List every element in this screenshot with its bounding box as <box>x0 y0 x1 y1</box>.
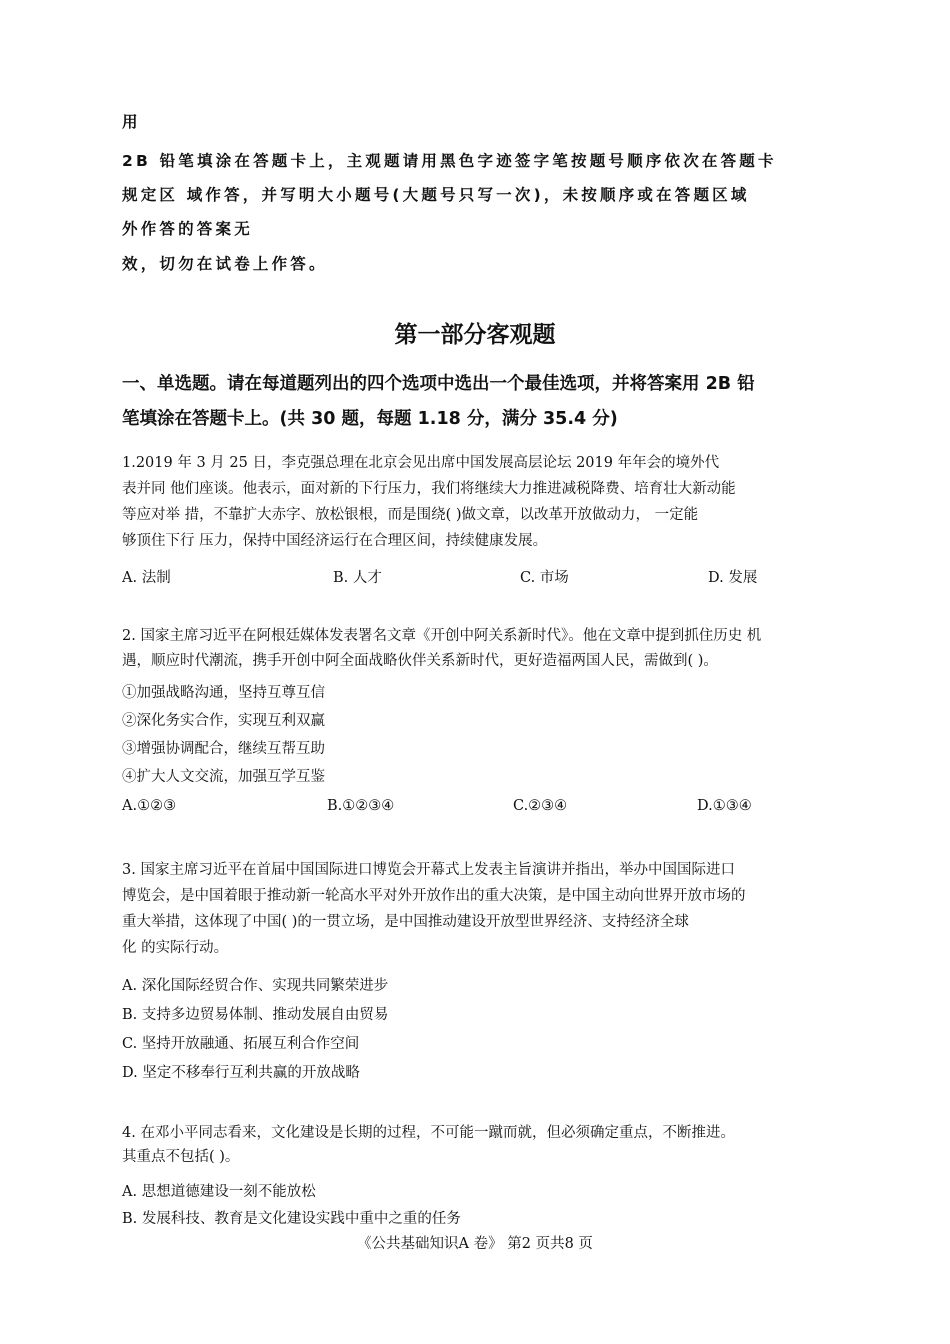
q1-line-2: 表并同 他们座谈。他表示，面对新的下行压力，我们将继续大力推进减税降费、培育壮大新动能 <box>122 481 736 497</box>
q3-option-b: B. 支持多边贸易体制、推动发展自由贸易 <box>122 1007 389 1023</box>
q1-option-c: C. 市场 <box>520 570 569 586</box>
q2-option-d: D.①③④ <box>697 798 752 814</box>
instruction-line-5: 效，切勿在试卷上作答。 <box>122 255 328 273</box>
q1-line-4: 够顶住下行 压力，保持中国经济运行在合理区间，持续健康发展。 <box>122 533 548 549</box>
q1-option-b: B. 人才 <box>333 570 382 586</box>
q4-option-b: B. 发展科技、教育是文化建设实践中重中之重的任务 <box>122 1211 461 1227</box>
q4-line-2: 其重点不包括( )。 <box>122 1149 240 1165</box>
q1-option-a: A. 法制 <box>122 570 171 586</box>
instruction-line-2: 2B 铅笔填涂在答题卡上，主观题请用黑色字迹签字笔按题号顺序依次在答题卡 <box>122 152 777 170</box>
page-footer: 《公共基础知识A 卷》 第2 页共8 页 <box>357 1236 593 1252</box>
q1-line-3: 等应对举 措，不靠扩大赤字、放松银根，而是围绕( )做文章，以改革开放做动力， 一定能 <box>122 507 699 523</box>
instruction-line-3: 规定区 域作答，并写明大小题号(大题号只写一次)，未按顺序或在答题区域 <box>122 186 750 204</box>
q2-item-4: ④扩大人文交流，加强互学互鉴 <box>122 769 325 785</box>
q3-line-3: 重大举措，这体现了中国( )的一贯立场，是中国推动建设开放型世界经济、支持经济全球 <box>122 914 689 930</box>
instruction-line-4: 外作答的答案无 <box>122 220 253 238</box>
part-title: 第一部分客观题 <box>394 322 556 348</box>
q3-line-1: 3. 国家主席习近平在首届中国国际进口博览会开幕式上发表主旨演讲并指出，举办中国国际进口 <box>122 862 735 878</box>
q3-option-a: A. 深化国际经贸合作、实现共同繁荣进步 <box>122 978 389 994</box>
q2-option-c: C.②③④ <box>513 798 568 814</box>
q4-option-a: A. 思想道德建设一刻不能放松 <box>122 1184 316 1200</box>
q1-option-d: D. 发展 <box>708 570 758 586</box>
q2-option-b: B.①②③④ <box>327 798 395 814</box>
q2-item-2: ②深化务实合作，实现互利双赢 <box>122 713 325 729</box>
q1-line-1: 1.2019 年 3 月 25 日，李克强总理在北京会见出席中国发展高层论坛 2019 年年会的境外代 <box>122 455 720 471</box>
section-heading-line-2: 笔填涂在答题卡上。(共 30 题，每题 1.18 分，满分 35.4 分) <box>122 409 618 429</box>
q3-line-4: 化 的实际行动。 <box>122 940 229 956</box>
q3-line-2: 博览会，是中国着眼于推动新一轮高水平对外开放作出的重大决策，是中国主动向世界开放市场的 <box>122 888 746 904</box>
section-heading-line-1: 一、单选题。请在每道题列出的四个选项中选出一个最佳选项，并将答案用 2B 铅 <box>122 374 755 394</box>
q2-option-a: A.①②③ <box>122 798 177 814</box>
q2-item-3: ③增强协调配合，继续互帮互助 <box>122 741 325 757</box>
q2-item-1: ①加强战略沟通，坚持互尊互信 <box>122 685 325 701</box>
q4-line-1: 4. 在邓小平同志看来，文化建设是长期的过程，不可能一蹴而就，但必须确定重点，不断推进。 <box>122 1125 735 1141</box>
instruction-line-1: 用 <box>122 113 141 131</box>
q3-option-c: C. 坚持开放融通、拓展互利合作空间 <box>122 1036 360 1052</box>
q2-line-1: 2. 国家主席习近平在阿根廷媒体发表署名文章《开创中阿关系新时代》。他在文章中提到抓住历史 机 <box>122 628 762 644</box>
q3-option-d: D. 坚定不移奉行互利共赢的开放战略 <box>122 1065 360 1081</box>
q2-line-2: 遇，顺应时代潮流，携手开创中阿全面战略伙伴关系新时代，更好造福两国人民，需做到( )。 <box>122 653 718 669</box>
